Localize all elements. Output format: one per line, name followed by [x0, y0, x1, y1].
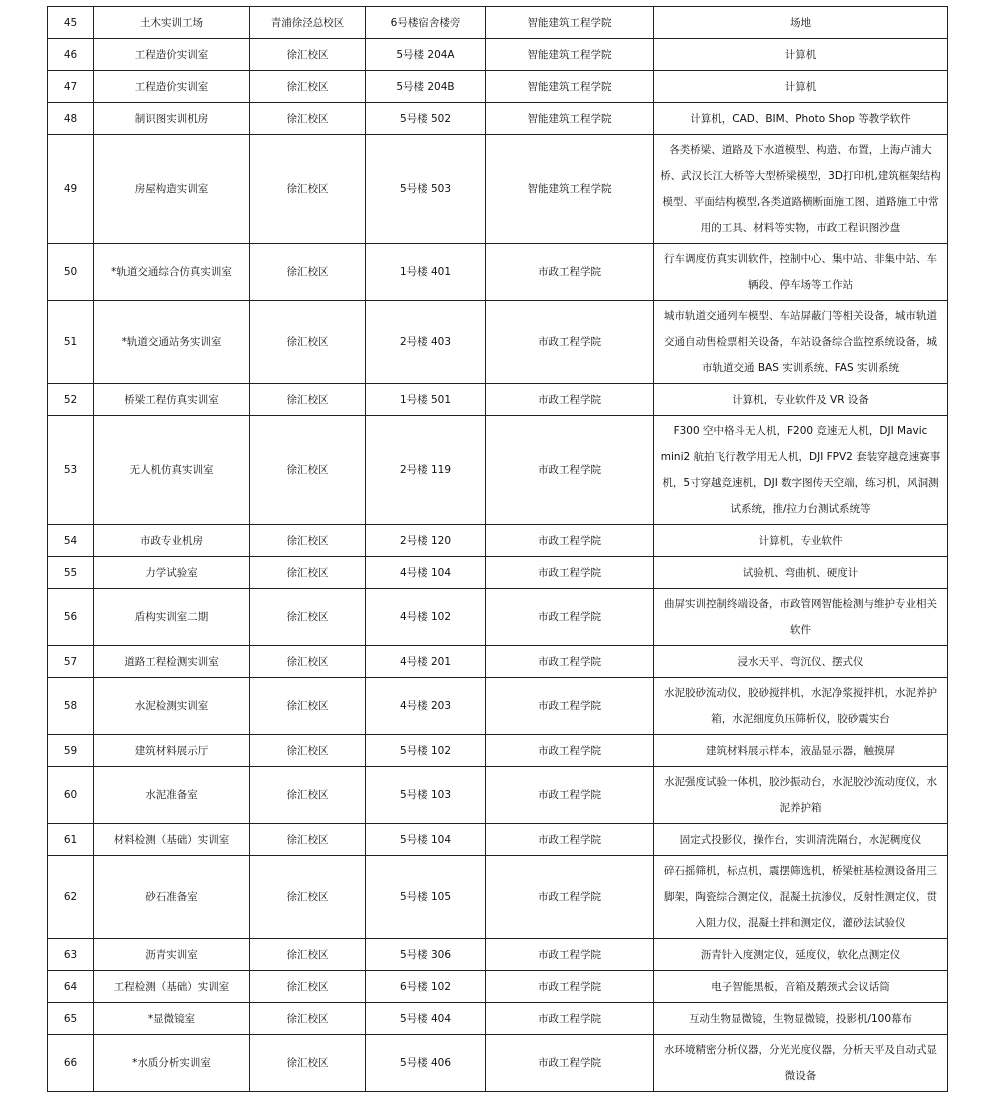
- equipment-cell: 试验机、弯曲机、硬度计: [654, 557, 948, 589]
- room-name-cell: 力学试验室: [94, 557, 250, 589]
- room-location-cell: 1号楼 401: [366, 244, 486, 301]
- college-cell: 市政工程学院: [486, 735, 654, 767]
- room-location-cell: 5号楼 104: [366, 824, 486, 856]
- college-cell: 市政工程学院: [486, 384, 654, 416]
- college-cell: 市政工程学院: [486, 1003, 654, 1035]
- row-number-cell: 64: [48, 971, 94, 1003]
- table-row: [48, 589, 948, 646]
- row-number-cell: 47: [48, 71, 94, 103]
- room-location-cell: 2号楼 403: [366, 301, 486, 384]
- equipment-cell: 水泥胶砂流动仪，胶砂搅拌机，水泥净浆搅拌机，水泥养护箱，水泥细度负压筛析仪，胶砂震实台: [654, 678, 948, 735]
- row-number-cell: 49: [48, 135, 94, 244]
- college-cell: 市政工程学院: [486, 767, 654, 824]
- row-number-cell: 60: [48, 767, 94, 824]
- room-name-cell: 材料检测（基础）实训室: [94, 824, 250, 856]
- room-location-cell: 5号楼 105: [366, 856, 486, 939]
- room-name-cell: *轨道交通站务实训室: [94, 301, 250, 384]
- table-row: [48, 135, 948, 244]
- college-cell: 市政工程学院: [486, 244, 654, 301]
- room-name-cell: *轨道交通综合仿真实训室: [94, 244, 250, 301]
- equipment-cell: 水环境精密分析仪器，分光光度仪器，分析天平及自动式显微设备: [654, 1035, 948, 1092]
- equipment-cell: 计算机: [654, 39, 948, 71]
- room-name-cell: 桥梁工程仿真实训室: [94, 384, 250, 416]
- room-location-cell: 6号楼 102: [366, 971, 486, 1003]
- campus-cell: 徐汇校区: [250, 678, 366, 735]
- table-row: [48, 7, 948, 39]
- equipment-cell: 行车调度仿真实训软件，控制中心、集中站、非集中站、车辆段、停车场等工作站: [654, 244, 948, 301]
- row-number-cell: 53: [48, 416, 94, 525]
- room-name-cell: 市政专业机房: [94, 525, 250, 557]
- room-location-cell: 5号楼 204A: [366, 39, 486, 71]
- campus-cell: 徐汇校区: [250, 767, 366, 824]
- row-number-cell: 48: [48, 103, 94, 135]
- table-row: [48, 735, 948, 767]
- room-name-cell: 房屋构造实训室: [94, 135, 250, 244]
- room-location-cell: 1号楼 501: [366, 384, 486, 416]
- college-cell: 市政工程学院: [486, 557, 654, 589]
- campus-cell: 徐汇校区: [250, 244, 366, 301]
- room-location-cell: 5号楼 102: [366, 735, 486, 767]
- row-number-cell: 58: [48, 678, 94, 735]
- room-name-cell: 沥青实训室: [94, 939, 250, 971]
- equipment-cell: 浸水天平、弯沉仪、摆式仪: [654, 646, 948, 678]
- room-name-cell: 水泥检测实训室: [94, 678, 250, 735]
- table-row: [48, 39, 948, 71]
- row-number-cell: 66: [48, 1035, 94, 1092]
- row-number-cell: 56: [48, 589, 94, 646]
- room-name-cell: 土木实训工场: [94, 7, 250, 39]
- campus-cell: 徐汇校区: [250, 416, 366, 525]
- campus-cell: 徐汇校区: [250, 856, 366, 939]
- row-number-cell: 52: [48, 384, 94, 416]
- college-cell: 智能建筑工程学院: [486, 135, 654, 244]
- college-cell: 市政工程学院: [486, 301, 654, 384]
- college-cell: 市政工程学院: [486, 824, 654, 856]
- room-location-cell: 5号楼 103: [366, 767, 486, 824]
- row-number-cell: 45: [48, 7, 94, 39]
- equipment-cell: 计算机: [654, 71, 948, 103]
- table-row: [48, 646, 948, 678]
- equipment-cell: 各类桥梁、道路及下水道模型、构造、布置，上海卢浦大桥、武汉长江大桥等大型桥梁模型，3D打印机,建筑框架结构模型、平面结构模型,各类道路横断面施工图、道路施工中常用的工具、材料等实物，市政工程识图沙盘: [654, 135, 948, 244]
- equipment-cell: 计算机，专业软件及 VR 设备: [654, 384, 948, 416]
- equipment-cell: 城市轨道交通列车模型、车站屏蔽门等相关设备，城市轨道交通自动售检票相关设备，车站设备综合监控系统设备，城市轨道交通 BAS 实训系统、FAS 实训系统: [654, 301, 948, 384]
- college-cell: 市政工程学院: [486, 971, 654, 1003]
- campus-cell: 徐汇校区: [250, 824, 366, 856]
- equipment-cell: 曲屏实训控制终端设备，市政管网智能检测与维护专业相关软件: [654, 589, 948, 646]
- equipment-cell: 水泥强度试验一体机，胶沙振动台，水泥胶沙流动度仪，水泥养护箱: [654, 767, 948, 824]
- college-cell: 市政工程学院: [486, 646, 654, 678]
- room-name-cell: 盾构实训室二期: [94, 589, 250, 646]
- row-number-cell: 62: [48, 856, 94, 939]
- college-cell: 智能建筑工程学院: [486, 39, 654, 71]
- table-row: [48, 384, 948, 416]
- room-name-cell: 水泥准备室: [94, 767, 250, 824]
- college-cell: 市政工程学院: [486, 1035, 654, 1092]
- campus-cell: 徐汇校区: [250, 39, 366, 71]
- campus-cell: 徐汇校区: [250, 301, 366, 384]
- table-row: [48, 824, 948, 856]
- campus-cell: 徐汇校区: [250, 589, 366, 646]
- room-name-cell: 道路工程检测实训室: [94, 646, 250, 678]
- college-cell: 市政工程学院: [486, 678, 654, 735]
- equipment-cell: 建筑材料展示样本，液晶显示器，触摸屏: [654, 735, 948, 767]
- table-row: [48, 71, 948, 103]
- row-number-cell: 59: [48, 735, 94, 767]
- row-number-cell: 63: [48, 939, 94, 971]
- equipment-cell: 互动生物显微镜，生物显微镜，投影机/100幕布: [654, 1003, 948, 1035]
- table-row: [48, 301, 948, 384]
- table-row: [48, 856, 948, 939]
- college-cell: 智能建筑工程学院: [486, 103, 654, 135]
- room-location-cell: 4号楼 102: [366, 589, 486, 646]
- room-location-cell: 5号楼 503: [366, 135, 486, 244]
- lab-table: [47, 6, 948, 1092]
- room-name-cell: 制识图实训机房: [94, 103, 250, 135]
- equipment-cell: 计算机，专业软件: [654, 525, 948, 557]
- college-cell: 智能建筑工程学院: [486, 71, 654, 103]
- room-location-cell: 5号楼 306: [366, 939, 486, 971]
- table-row: [48, 678, 948, 735]
- equipment-cell: 沥青针入度测定仪，延度仪，软化点测定仪: [654, 939, 948, 971]
- room-location-cell: 4号楼 104: [366, 557, 486, 589]
- table-row: [48, 1035, 948, 1092]
- campus-cell: 徐汇校区: [250, 646, 366, 678]
- lab-table-body: [48, 7, 948, 1092]
- row-number-cell: 57: [48, 646, 94, 678]
- campus-cell: 徐汇校区: [250, 971, 366, 1003]
- equipment-cell: 电子智能黑板，音箱及鹅颈式会议话筒: [654, 971, 948, 1003]
- college-cell: 市政工程学院: [486, 589, 654, 646]
- table-row: [48, 767, 948, 824]
- equipment-cell: 碎石摇筛机，标点机，震摆筛选机，桥梁桩基检测设备用三脚架，陶瓷综合测定仪，混凝土抗渗仪，反射性测定仪，贯入阻力仪，混凝土拌和测定仪，灌砂法试验仪: [654, 856, 948, 939]
- row-number-cell: 65: [48, 1003, 94, 1035]
- row-number-cell: 50: [48, 244, 94, 301]
- table-row: [48, 1003, 948, 1035]
- room-name-cell: 工程造价实训室: [94, 39, 250, 71]
- campus-cell: 徐汇校区: [250, 384, 366, 416]
- room-location-cell: 4号楼 203: [366, 678, 486, 735]
- table-row: [48, 103, 948, 135]
- table-row: [48, 939, 948, 971]
- lab-table-page: [47, 6, 947, 1092]
- equipment-cell: F300 空中格斗无人机，F200 竞速无人机，DJI Mavic mini2 航拍飞行教学用无人机，DJI FPV2 套装穿越竞速赛事机，5寸穿越竞速机，DJI 数字图传天空端，练习机，风洞测试系统，推/拉力台测试系统等: [654, 416, 948, 525]
- college-cell: 市政工程学院: [486, 416, 654, 525]
- row-number-cell: 54: [48, 525, 94, 557]
- row-number-cell: 46: [48, 39, 94, 71]
- room-name-cell: 砂石准备室: [94, 856, 250, 939]
- campus-cell: 徐汇校区: [250, 557, 366, 589]
- college-cell: 市政工程学院: [486, 939, 654, 971]
- campus-cell: 徐汇校区: [250, 103, 366, 135]
- college-cell: 市政工程学院: [486, 856, 654, 939]
- equipment-cell: 计算机，CAD、BIM、Photo Shop 等教学软件: [654, 103, 948, 135]
- room-name-cell: *水质分析实训室: [94, 1035, 250, 1092]
- room-location-cell: 5号楼 406: [366, 1035, 486, 1092]
- college-cell: 市政工程学院: [486, 525, 654, 557]
- room-name-cell: 工程检测（基础）实训室: [94, 971, 250, 1003]
- room-location-cell: 5号楼 404: [366, 1003, 486, 1035]
- room-location-cell: 2号楼 120: [366, 525, 486, 557]
- table-row: [48, 557, 948, 589]
- room-location-cell: 2号楼 119: [366, 416, 486, 525]
- campus-cell: 徐汇校区: [250, 735, 366, 767]
- campus-cell: 徐汇校区: [250, 1003, 366, 1035]
- room-name-cell: 无人机仿真实训室: [94, 416, 250, 525]
- campus-cell: 青浦徐泾总校区: [250, 7, 366, 39]
- equipment-cell: 固定式投影仪，操作台，实训清洗隔台，水泥稠度仪: [654, 824, 948, 856]
- room-name-cell: 工程造价实训室: [94, 71, 250, 103]
- table-row: [48, 525, 948, 557]
- row-number-cell: 61: [48, 824, 94, 856]
- row-number-cell: 55: [48, 557, 94, 589]
- campus-cell: 徐汇校区: [250, 1035, 366, 1092]
- room-name-cell: *显微镜室: [94, 1003, 250, 1035]
- room-location-cell: 4号楼 201: [366, 646, 486, 678]
- row-number-cell: 51: [48, 301, 94, 384]
- campus-cell: 徐汇校区: [250, 939, 366, 971]
- table-row: [48, 244, 948, 301]
- campus-cell: 徐汇校区: [250, 525, 366, 557]
- equipment-cell: 场地: [654, 7, 948, 39]
- room-location-cell: 6号楼宿舍楼旁: [366, 7, 486, 39]
- campus-cell: 徐汇校区: [250, 71, 366, 103]
- table-row: [48, 971, 948, 1003]
- college-cell: 智能建筑工程学院: [486, 7, 654, 39]
- table-row: [48, 416, 948, 525]
- campus-cell: 徐汇校区: [250, 135, 366, 244]
- room-location-cell: 5号楼 502: [366, 103, 486, 135]
- room-location-cell: 5号楼 204B: [366, 71, 486, 103]
- room-name-cell: 建筑材料展示厅: [94, 735, 250, 767]
